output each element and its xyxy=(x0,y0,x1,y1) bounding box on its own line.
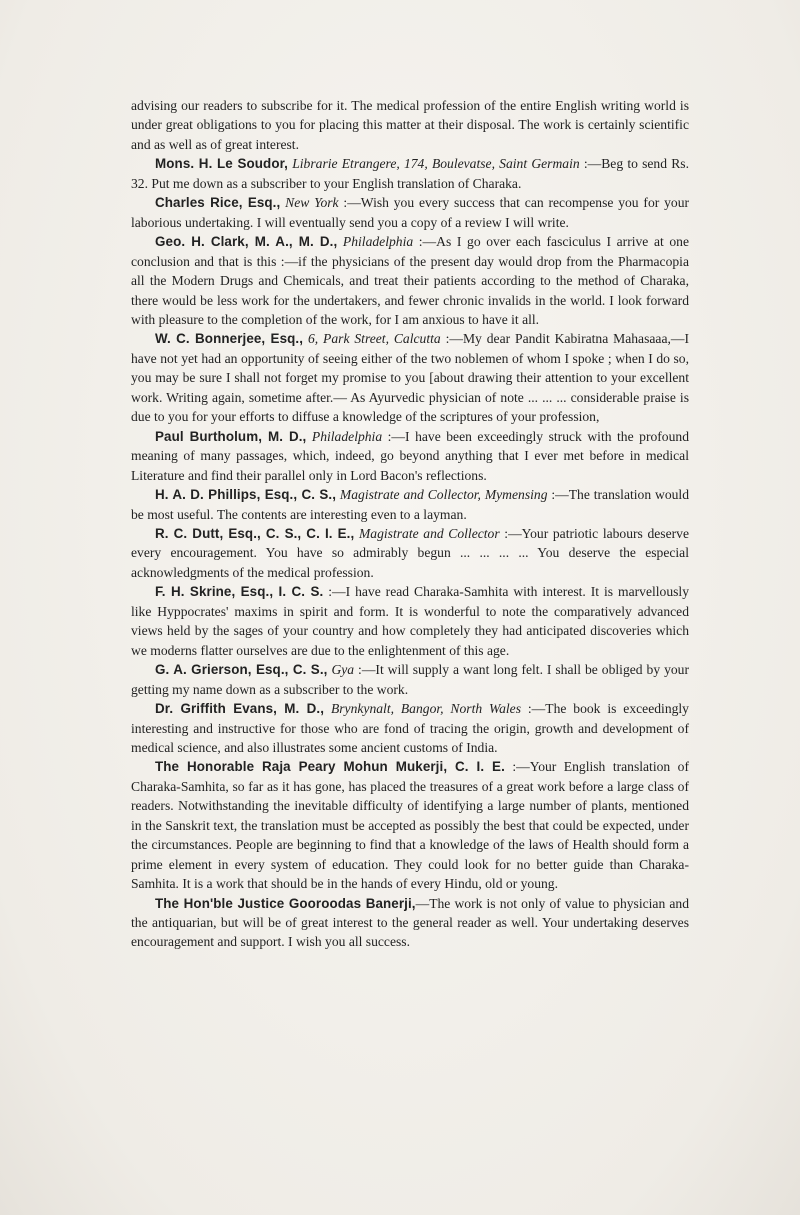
intro-paragraph: advising our readers to subscribe for it. The medical profession of the entire English writing world is under great obligations to you for placing this matter at their disposal. The work is certainly scientific and as well as of great interest. xyxy=(131,98,689,152)
testimonial-text: :—I have been exceedingly struck with the profound meaning of many passages, which, indeed, go beyond anything that I ever met before in medical Literature and find their parallel only in Lord Bacon's reflections. xyxy=(131,428,689,483)
testimonial-author: Geo. H. Clark, M. A., M. D., xyxy=(155,234,338,250)
testimonial-author: The Honorable Raja Peary Mohun Mukerji, C. I. E. xyxy=(155,759,505,775)
testimonial-place: Librarie Etrangere, 174, Boulevatse, Saint Germain xyxy=(292,156,580,172)
testimonials-text xyxy=(131,96,689,952)
testimonial-place: Magistrate and Collector, Mymensing xyxy=(339,487,548,503)
testimonial-text: :—I have read Charaka-Samhita with interest. It is marvellously like Hyppocrates' maxims in spirit and form. It is wonderful to note the comparatively advanced views held by the sages of your country and how completely they had anticipated discoveries which we moderns flatter ourselves are due to the enlightenment of this age. xyxy=(131,584,689,658)
testimonial-clark xyxy=(131,232,689,329)
testimonial-text: :—Beg to send Rs. 32. Put me down as a subscriber to your English translation of Charaka. xyxy=(131,156,689,191)
testimonial-author: F. H. Skrine, Esq., I. C. S. xyxy=(155,584,324,600)
testimonial-author: Mons. H. Le Soudor, xyxy=(155,156,289,172)
testimonial-text: :—My dear Pandit Kabiratna Mahasaaa,—I have not yet had an opportunity of seeing either of the two noblemen of whom I spoke ; when I do so, you may be sure I shall not forget my promise to you [about drawing their attention to your excellent work. Writing again, sometime after.— As Ayurvedic physician of note ... ... ... considerable praise is due to you for your efforts to diffuse a knowledge of the scriptures of your profession, xyxy=(131,331,690,425)
testimonial-text: :—As I go over each fasciculus I arrive at one conclusion and that is this :—if the physicians of the present day would drop from the Pharmacopia all the Modern Drugs and Chemicals, and treat their patients according to the method of Charaka, there would be less work for the undertakers, and fewer chronic invalids in the world. I look forward with pleasure to the completion of the work, for I am anxious to have it all. xyxy=(131,234,690,327)
testimonial-author: W. C. Bonnerjee, Esq., xyxy=(155,331,304,347)
testimonial-evans xyxy=(131,699,689,757)
testimonial-text: :—The book is exceedingly interesting and instructive for those who are fond of tracing the origin, growth and development of medical science, and also illustrates some ancient customs of India. xyxy=(131,701,689,755)
testimonial-phillips xyxy=(131,485,689,524)
testimonial-bonnerjee xyxy=(131,329,689,426)
testimonial-author: H. A. D. Phillips, Esq., C. S., xyxy=(155,487,337,503)
testimonial-place: Gya xyxy=(331,662,355,678)
testimonial-place: Philadelphia xyxy=(342,234,414,250)
testimonial-place: Philadelphia xyxy=(311,428,383,444)
testimonial-author: Dr. Griffith Evans, M. D., xyxy=(155,701,325,717)
testimonial-le-soudor xyxy=(131,154,689,193)
testimonial-author: Charles Rice, Esq., xyxy=(155,195,281,211)
testimonial-text: :—It will supply a want long felt. I shall be obliged by your getting my name down as a subscriber to the work. xyxy=(131,662,689,697)
testimonial-skrine xyxy=(131,582,689,660)
testimonial-rice xyxy=(131,193,689,232)
testimonial-banerji xyxy=(131,894,689,952)
testimonial-place: New York xyxy=(285,195,339,211)
testimonial-author: G. A. Grierson, Esq., C. S., xyxy=(155,662,328,678)
testimonial-place: 6, Park Street, Calcutta xyxy=(307,331,441,347)
testimonial-text: :—The translation would be most useful. The contents are interesting even to a layman. xyxy=(131,487,689,522)
testimonial-place: Brynkynalt, Bangor, North Wales xyxy=(330,701,522,717)
testimonial-text: —The work is not only of value to physician and the antiquarian, but will be of great interest to the general reader as well. Your undertaking deserves encouragement and support. I wish you all success. xyxy=(131,895,689,950)
testimonial-author: R. C. Dutt, Esq., C. S., C. I. E., xyxy=(155,525,355,541)
testimonial-text: :—Wish you every success that can recompense you for your laborious undertaking. I will eventually send you a copy of a review I will write. xyxy=(131,195,690,230)
testimonial-dutt xyxy=(131,524,689,582)
testimonial-author: Paul Burtholum, M. D., xyxy=(155,428,307,444)
testimonial-place: Magistrate and Collector xyxy=(358,525,500,541)
testimonial-grierson xyxy=(131,660,689,699)
testimonial-burtholum xyxy=(131,427,689,485)
testimonial-text: :—Your English translation of Charaka-Samhita, so far as it has gone, has placed the treasures of a great work before a large class of readers. Notwithstanding the inevitable difficulty of identifying a large number of plants, mentioned in the Sanskrit text, the translation must be accepted as possibly the best that could be expected, under the circumstances. People are beginning to find that a knowledge of the laws of Health should form a prime element in every system of education. They could look for no better guide than Charaka-Samhita. It is a work that should be in the hands of every Hindu, old or young. xyxy=(131,759,689,892)
testimonial-mukerji xyxy=(131,757,689,893)
testimonial-author: The Hon'ble Justice Gooroodas Banerji, xyxy=(155,895,416,911)
testimonial-text: :—Your patriotic labours deserve every encouragement. You have so admirably begun ... ... ... ... You deserve the especial acknowledgments of the medical profession. xyxy=(131,525,689,580)
